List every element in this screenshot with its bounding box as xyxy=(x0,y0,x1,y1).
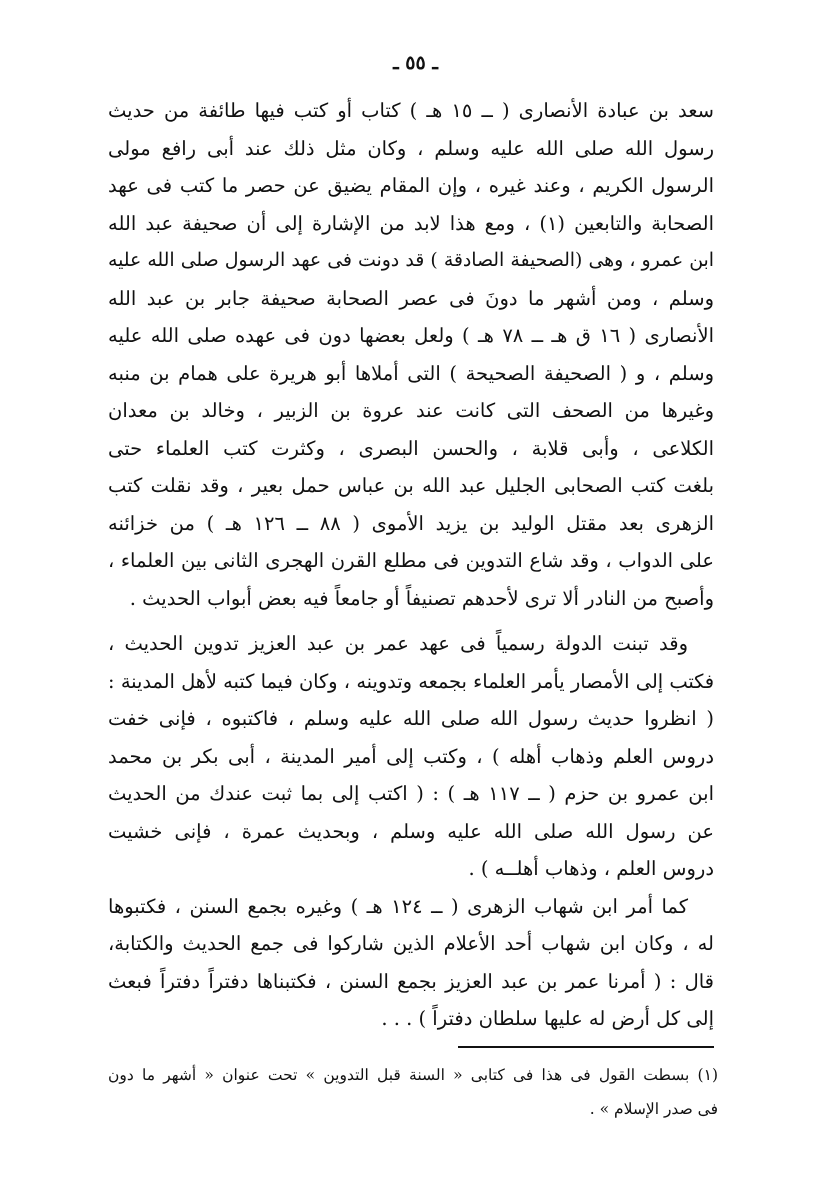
text-line: دروس العلم ، وذهاب أهلــه ) . xyxy=(468,857,714,880)
text-line: عن رسول الله صلى الله عليه وسلم ، وبحديث عمرة ، فإنى خشيت xyxy=(108,819,714,843)
footnote-line: فى صدر الإسلام » . xyxy=(589,1100,718,1118)
text-line: وسلم ، و ( الصحيفة الصحيحة ) التى أملاها أبو هريرة على همام بن منبه xyxy=(108,361,714,385)
paragraph-2 xyxy=(108,625,714,888)
paragraph-1 xyxy=(108,92,714,617)
text-line: الأنصارى ( ١٦ ق هـ ــ ٧٨ هـ ) ولعل بعضها دون فى عهده صلى الله عليه xyxy=(108,324,714,347)
page-number: ـ ٥٥ ـ xyxy=(393,52,438,74)
paragraph-gap xyxy=(108,617,714,625)
text-line: الزهرى بعد مقتل الوليد بن يزيد الأموى ( ٨٨ ــ ١٢٦ هـ ) من خزائنه xyxy=(108,511,714,535)
footnotes xyxy=(108,1058,718,1126)
paragraph-3 xyxy=(108,888,714,1038)
text-line: دروس العلم وذهاب أهله ) ، وكتب إلى أمير المدينة ، أبى بكر بن محمد xyxy=(108,744,714,768)
footnote-line: (١) بسطت القول فى هذا فى كتابى « السنة قبل التدوين » تحت عنوان « أشهر ما دون xyxy=(108,1066,718,1084)
text-line: وسلم ، ومن أشهر ما دونَ فى عصر الصحابة صحيفة جابر بن عبد الله xyxy=(108,286,714,310)
text-line: على الدواب ، وقد شاع التدوين فى مطلع القرن الهجرى الثانى بين العلماء ، xyxy=(108,549,714,572)
text-line: وغيرها من الصحف التى كانت عند عروة بن الزبير ، وخالد بن معدان xyxy=(108,399,714,422)
text-line: ابن عمرو ، وهى (الصحيفة الصادقة ) قد دونت فى عهد الرسول صلى الله عليه xyxy=(108,250,714,271)
main-text xyxy=(108,92,714,1038)
text-line: سعد بن عبادة الأنصارى ( ــ ١٥ هـ ) كتاب أو كتب فيها طائفة من حديث xyxy=(108,99,714,122)
text-line: الكلاعى ، وأبى قلابة ، والحسن البصرى ، وكثرت كتب العلماء حتى xyxy=(108,436,714,460)
text-line: بلغت كتب الصحابى الجليل عبد الله بن عباس حمل بعير ، وقد نقلت كتب xyxy=(108,474,714,497)
text-line: فكتب إلى الأمصار يأمر العلماء بجمعه وتدوينه ، وكان فيما كتبه لأهل المدينة : xyxy=(108,669,714,693)
text-line: الرسول الكريم ، وعند غيره ، وإن المقام يضيق عن حصر ما كتب فى عهد xyxy=(108,174,714,197)
text-line: قال : ( أمرنا عمر بن عبد العزيز بجمع السنن ، فكتبناها دفتراً دفتراً فبعث xyxy=(108,969,714,993)
text-line: وأصبح من النادر ألا ترى لأحدهم تصنيفاً أو جامعاً فيه بعض أبواب الحديث . xyxy=(129,586,714,610)
footnote-separator xyxy=(458,1046,714,1048)
text-line: وقد تبنت الدولة رسمياً فى عهد عمر بن عبد العزيز تدوين الحديث ، xyxy=(108,632,688,655)
text-line: ابن عمرو بن حزم ( ــ ١١٧ هـ ) : ( اكتب إلى بما ثبت عندك من الحديث xyxy=(108,782,714,805)
text-line: كما أمر ابن شهاب الزهرى ( ــ ١٢٤ هـ ) وغيره بجمع السنن ، فكتبوها xyxy=(108,894,688,918)
text-line: إلى كل أرض له عليها سلطان دفتراً ) . . . xyxy=(381,1007,714,1030)
text-line: ( انظروا حديث رسول الله صلى الله عليه وسلم ، فاكتبوه ، فإنى خفت xyxy=(108,707,714,730)
text-line: رسول الله صلى الله عليه وسلم ، وكان مثل ذلك عند أبى رافع مولى xyxy=(108,136,714,160)
text-line: له ، وكان ابن شهاب أحد الأعلام الذين شاركوا فى جمع الحديث والكتابة، xyxy=(108,932,714,955)
text-line: الصحابة والتابعين (١) ، ومع هذا لابد من الإشارة إلى أن صحيفة عبد الله xyxy=(108,211,714,235)
